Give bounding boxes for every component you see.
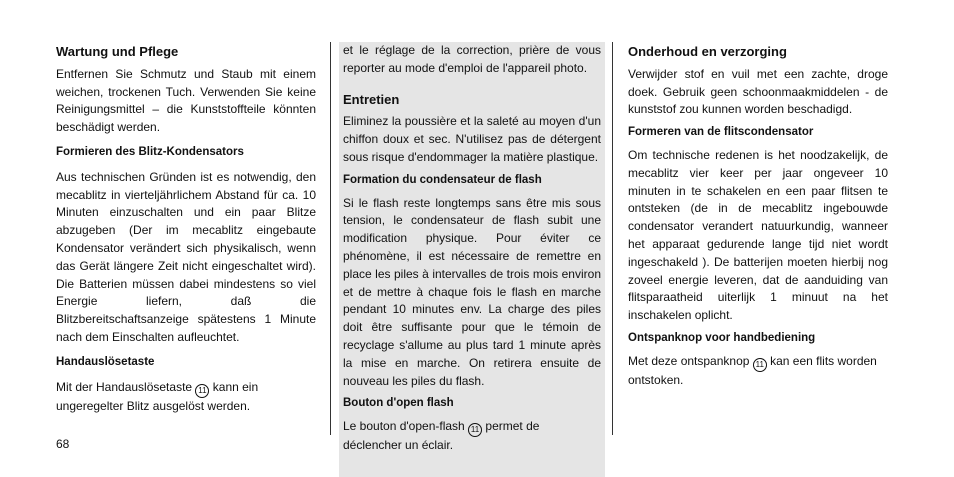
german-button-text-start: Mit der Handauslösetaste bbox=[56, 379, 193, 394]
german-subheading-button: Handauslösetaste bbox=[56, 355, 155, 368]
french-button-text-start: Le bouton d'open-flash bbox=[343, 419, 465, 434]
german-button-text-end: kann ein ungeregelter Blitz ausgelöst werden. bbox=[56, 379, 259, 413]
button-11-icon: 11 bbox=[753, 358, 767, 372]
french-button-text-end: permet de déclencher un éclair. bbox=[343, 419, 540, 453]
french-subheading-capacitor: Formation du condensateur de flash bbox=[343, 173, 542, 186]
french-button-text bbox=[343, 418, 601, 455]
french-capacitor-text: Si le flash reste longtemps sans être mis sous tension, le condensateur de flash subit une modification physique. Pour éviter ce phénomène, il est nécessaire de remettre en place les piles à intervalles de trois mois environ et de mettre à chaque fois le flash en marche pendant 10 minutes env. La charge des piles doit être suffisante pour que le témoin de recyclage s'allume au plus tard 1 minute après la mise en marche. On retirera ensuite de nouveau les piles du flash. bbox=[343, 195, 601, 388]
dutch-capacitor-text: Om technische redenen is het noodzakelijk, de mecablitz vier keer per jaar ongeveer 10 minuten in te schakelen en een paar flitsen te ontsteken (de in de mecablitz ingebouwde condensator verandert natuurkundig, wanneer het apparaat gedurende lange tijd niet wordt ingeschakeld ). De batterijen moeten hierbij nog zoveel energie leveren, dat de aanduiding van flitsparaatheid uiterlijk 1 minuut na het inschakelen oplicht. bbox=[628, 147, 888, 323]
dutch-subheading-capacitor: Formeren van de flitscondensator bbox=[628, 126, 814, 139]
column-divider-right bbox=[612, 42, 613, 435]
french-column bbox=[339, 42, 605, 477]
french-intro: Eliminez la poussière et la saleté au moyen d'un chiffon doux et sec. N'utilisez pas de détergent sous risque d'endommager la matière plastique. bbox=[343, 114, 601, 164]
dutch-intro: Verwijder stof en vuil met een zachte, droge doek. Gebruik geen schoonmaakmiddelen - de kunststof zou kunnen worden beschadigd. bbox=[628, 66, 888, 117]
column-divider-left bbox=[330, 42, 331, 435]
dutch-subheading-button: Ontspanknop voor handbediening bbox=[628, 331, 816, 344]
dutch-heading: Onderhoud en verzorging bbox=[628, 44, 787, 59]
button-11-icon: 11 bbox=[468, 423, 482, 437]
german-intro: Entfernen Sie Schmutz und Staub mit einem weichen, trockenen Tuch. Verwenden Sie keine Reinigungsmittel – die Kunststoffteile könnten beschädigt werden. bbox=[56, 66, 316, 135]
german-column bbox=[56, 0, 316, 415]
dutch-column bbox=[628, 0, 888, 390]
dutch-button-text bbox=[628, 353, 888, 390]
button-11-icon: 11 bbox=[195, 384, 209, 398]
french-heading: Entretien bbox=[343, 91, 400, 107]
german-subheading-capacitor: Formieren des Blitz-Kondensators bbox=[56, 145, 244, 158]
german-capacitor-text: Aus technischen Gründen ist es notwendig, den mecablitz in vierteljährlichem Abstand für ca. 10 Minuten einzuschalten und ein paar Blitze abzugeben (Der im mecablitz eingebaute Kondensator verändert sich physikalisch, wenn das Gerät längere Zeit nicht eingeschaltet wird). Die Batterien müssen dabei mindestens so viel Energie liefern, daß die Blitzbereitschaftsanzeige spätestens 1 Minute nach dem Einschalten aufleuchtet. bbox=[56, 169, 316, 344]
german-heading: Wartung und Pflege bbox=[56, 44, 179, 59]
german-button-text bbox=[56, 379, 316, 416]
dutch-button-text-start: Met deze ontspanknop bbox=[628, 353, 750, 368]
dutch-button-text-end: kan een flits worden ontstoken. bbox=[628, 353, 877, 387]
french-top-text: et le réglage de la correction, prière de vous reporter au mode d'emploi de l'appareil photo. bbox=[343, 43, 601, 75]
french-subheading-button: Bouton d'open flash bbox=[343, 397, 454, 410]
page-number: 68 bbox=[56, 437, 70, 451]
